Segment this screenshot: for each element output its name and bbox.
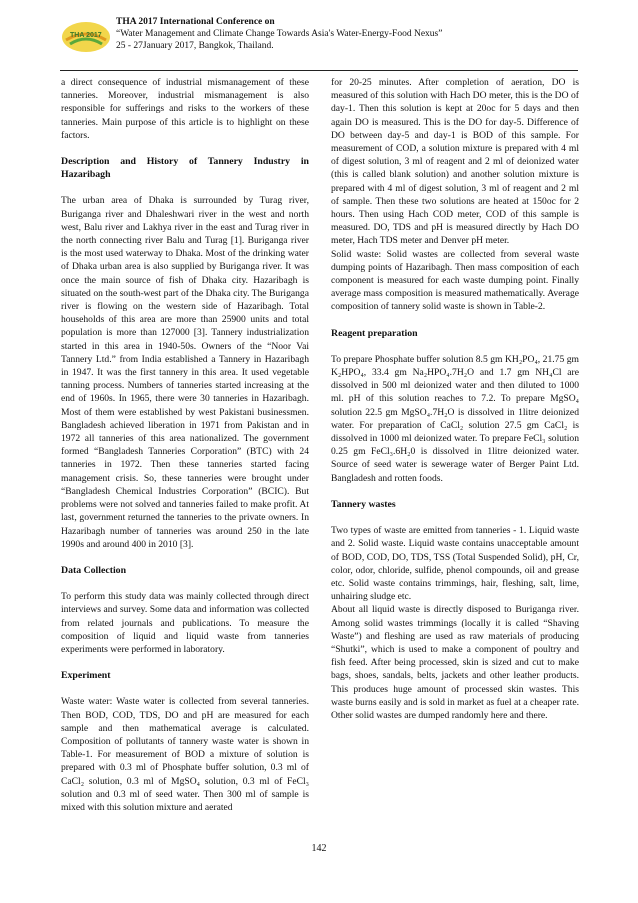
solid-waste-paragraph: Solid waste: Solid wastes are collected from several waste dumping points of Hazaribagh. Then mass composition of each component is measured for each waste dumping point. Finally average mass composition is measured mathematically. Average composition of tannery solid waste is shown in Table-2. [331, 248, 579, 313]
tannery-wastes-paragraph-1: Two types of waste are emitted from tanneries - 1. Liquid waste and 2. Solid waste. Liquid waste contains unacceptable amount of BOD, COD, DO, TDS, TSS (Total Suspended Solid), pH, Cr, color, odor, chloride, sulfide, phenol compounds, oil and grease etc. Solid waste contains trimmings, hair, fleshing, salt, lime, unhairing sludge etc. [331, 525, 579, 603]
right-column [331, 76, 579, 722]
reagent-heading: Reagent preparation [331, 327, 418, 339]
header-text [116, 16, 442, 52]
history-paragraph: The urban area of Dhaka is surrounded by Turag river, Buriganga river and Dhaleshwari river in the west and north west, Balu river and Lakhya river in the east and Turag river in the north connecting river Balu and Turag [1]. Buriganga river is the most used waterway to Dhaka. Most of the drinking water of Dhaka urban area is also supplied by Buriganga river. It was once the main source of fish of Dhaka city. Hazaribagh is situated on the south-west part of the Dhaka city. The Buriganga river is flowing on the western side of Hazaribagh. Total households of this area are more than 25900 units and total population is more than 127000 [3]. Tannery industrialization started in this area in 1940-50s. Owners of the “Noor Vai Tannery Ltd.” from India established a Tannery in Hazaribagh in 1947. It was the first tannery in this area. It used vegetable tanning process. Numbers of tanneries started increasing at the end of 1960s. In 1965, there were 30 tanneries in Hazaribagh. Most of them were established by west Pakistani businessmen. Bangladesh achieved liberation in 1971 from Pakistan and in 1972 all tanneries of this area nationalized. The government formed “Bangladesh Tanneries Corporation” (BTC) with 24 tanneries in 1972. Then these tanneries started facing management crisis. So, these tanneries were brought under “Bangladesh Chemical Industries Corporation” (BCIC). But problems were not solved and tanneries failed to make profit. At last, government returned the tanneries to the private owners. In Hazaribagh number of tanneries was around 250 in the late 1990s and around 400 in 2010 [3]. [61, 195, 309, 550]
experiment-heading: Experiment [61, 670, 111, 682]
tannery-wastes-paragraph-2: About all liquid waste is directly disposed to Buriganga river. Among solid wastes trimmings (locally it is called “Shaving Waste”) and fleshing are used as raw materials of producing “Shutki”, which is used to make a component of poultry and fish feed. After being processed, skin is sized and cut to make bags, shoes, sandals, belts, jackets and other leather products. This produces huge amount of processed skin wastes. This waste burns easily and is sold in market as fuel at a cheaper rate. Other solid wastes are dumped randomly here and there. [331, 604, 579, 721]
logo-text: THA 2017 [70, 32, 102, 39]
left-column [61, 76, 309, 814]
history-heading: Description and History of Tannery Industry in Hazaribagh [61, 156, 309, 181]
conference-header [60, 14, 580, 72]
header-divider [60, 70, 578, 71]
data-collection-heading: Data Collection [61, 564, 127, 576]
reagent-paragraph: To prepare Phosphate buffer solution 8.5 gm KH₂PO₄, 21.75 gm K₂HPO₄, 33.4 gm Na₂HPO₄.7H₂O and 1.7 gm NH₄Cl are dissolved in 500 ml deionized water and then diluted to 1000 ml. pH of this solution reaches to 7.2. To prepare MgSO₄ solution 22.5 gm MgSO₄.7H₂O is dissolved in 1litre deionized water. For preparation of CaCl₂ solution 27.5 gm CaCl₂ is dissolved in 1000 ml deionized water. To prepare FeCl₃ solution 0.25 gm FeCl₃.6H₂0 is dissolved in 1litre deionized water. Source of seed water is sewerage water of Berger Paint Ltd. Bangladesh and rotten foods. [331, 353, 579, 484]
tannery-wastes-heading: Tannery wastes [331, 498, 396, 510]
conference-theme: “Water Management and Climate Change Towards Asia's Water-Energy-Food Nexus” [116, 29, 443, 39]
bod-paragraph: for 20-25 minutes. After completion of aeration, DO is measured of this solution with Hach DO meter, this is the DO of day-1. Then this solution is kept at 20oc for 5 days and then again DO is measured. This is the DO for day-5. Difference of DO between day-5 and day-1 is BOD of this sample. For measurement of COD, a solution mixture is prepared with 4 ml of digest solution, 3 ml of reagent and 2 ml of deionized water (this is called blank solution) and another solution mixture is prepared with 4 ml of digest solution, 3 ml of reagent and 2 ml of sample. Then these two solutions are heated at 150oc for 2 hours. Then using Hach COD meter, COD of this sample is measured. DO, TDS and pH is measured directly by Hach DO meter, Hach TDS meter and Denver pH meter. [331, 77, 579, 247]
conference-dates: 25 - 27January 2017, Bangkok, Thailand. [116, 41, 274, 51]
data-collection-paragraph: To perform this study data was mainly collected through direct interviews and survey. Some data and information was collected from related journals and publications. To measure the composition of liquid and liquid waste from tanneries experiments were performed in laboratory. [61, 591, 309, 655]
conference-logo [60, 20, 114, 54]
intro-paragraph: a direct consequence of industrial mismanagement of these tanneries. Moreover, industrial mismanagement is also responsible for sufferings and risks to the workers of these tanneries. Main purpose of this article is to highlight on these factors. [61, 77, 309, 141]
conference-title: THA 2017 International Conference on [116, 17, 275, 27]
experiment-paragraph: Waste water: Waste water is collected from several tanneries. Then BOD, COD, TDS, DO and pH are measured for each sample and then mathematical average is calculated. Composition of pollutants of tannery waste water is shown in Table-1. For measurement of BOD a mixture of solution is prepared with 0.3 ml of Phosphate buffer solution, 0.3 ml of CaCl₂ solution, 0.3 ml of MgSO₄ solution, 0.3 ml of FeCl₃ solution and 0.3 ml of seed water. Then 300 ml of sample is mixed with this solution mixture and aerated [61, 696, 309, 813]
page-number: 142 [311, 843, 327, 854]
